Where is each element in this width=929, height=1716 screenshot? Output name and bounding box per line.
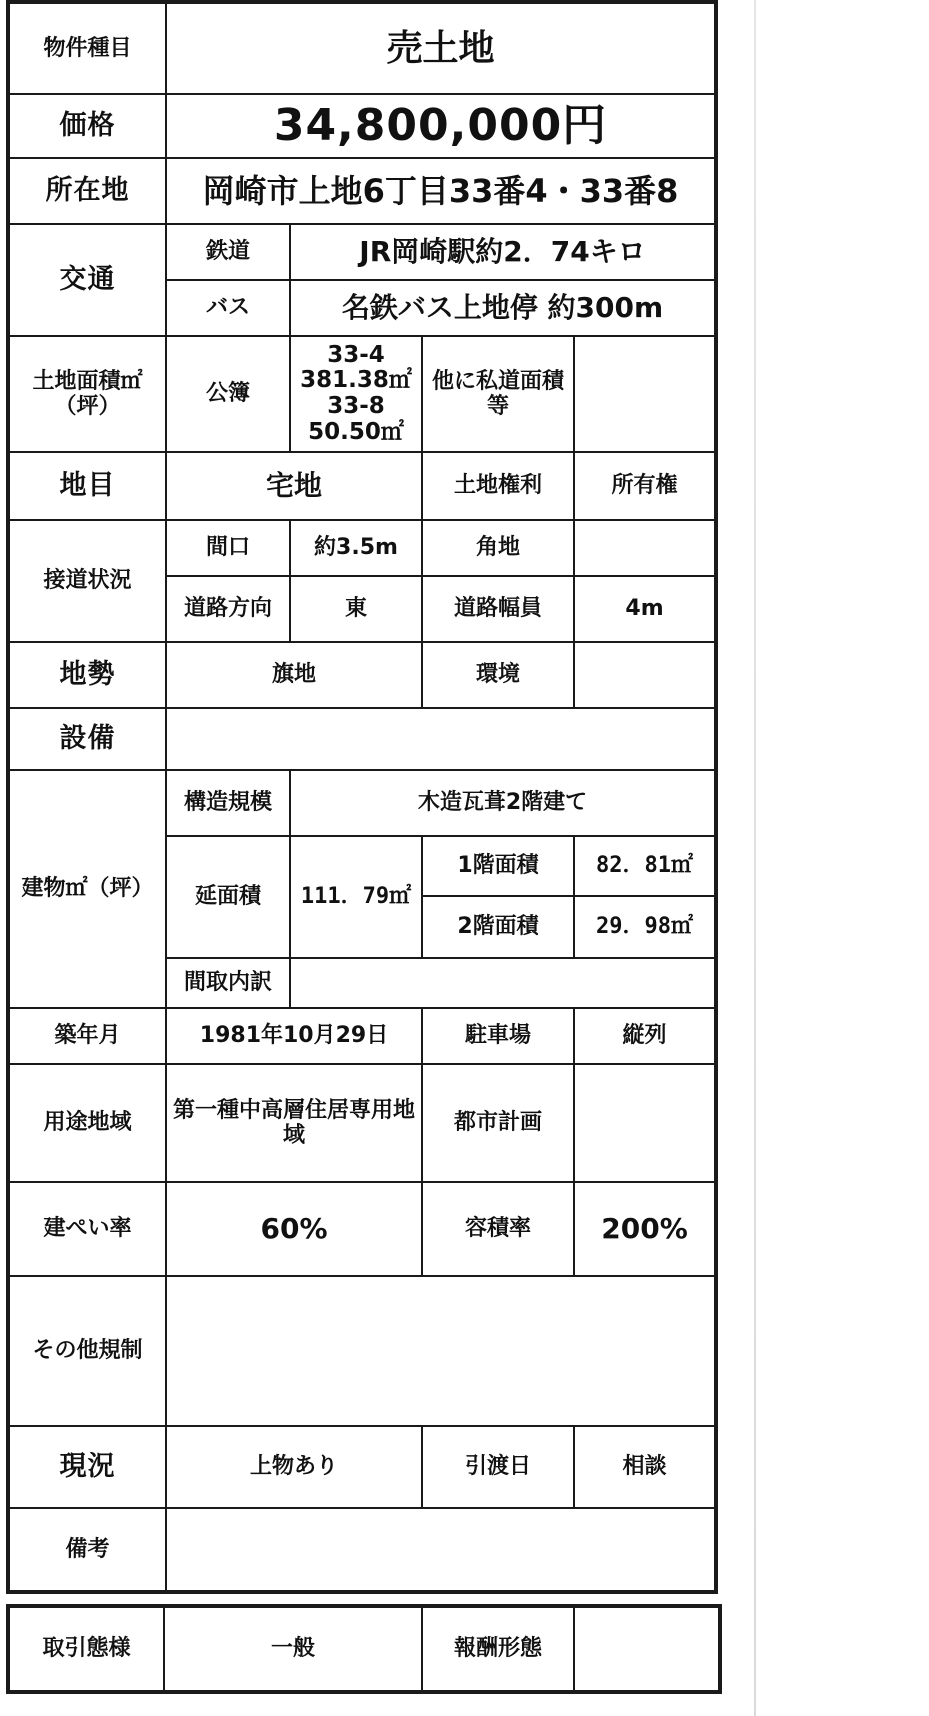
terrain-label: 地勢: [8, 642, 166, 708]
total-area-label: 延面積: [166, 836, 290, 958]
floor-area-ratio-value: 200%: [574, 1182, 716, 1276]
floor2-value: 29．98㎡: [574, 896, 716, 958]
fee-type-value: [574, 1606, 720, 1692]
other-regulations-value: [166, 1276, 716, 1426]
land-right-label: 土地権利: [422, 452, 574, 520]
type-label: 物件種目: [8, 2, 166, 94]
building-label: 建物㎡（坪）: [8, 770, 166, 1008]
row-address: [8, 158, 716, 224]
row-coverage: [8, 1182, 716, 1276]
status-value: 上物あり: [166, 1426, 422, 1508]
other-regulations-label: その他規制: [8, 1276, 166, 1426]
zoning-label: 用途地域: [8, 1064, 166, 1182]
bus-value: 名鉄バス上地停 約300m: [290, 280, 716, 336]
rail-label: 鉄道: [166, 224, 290, 280]
rail-value: JR岡崎駅約2．74キロ: [290, 224, 716, 280]
trade-type-label: 取引態様: [8, 1606, 164, 1692]
facilities-value: [166, 708, 716, 770]
structure-label: 構造規模: [166, 770, 290, 836]
row-type: [8, 2, 716, 94]
remarks-label: 備考: [8, 1508, 166, 1592]
registry-label: 公簿: [166, 336, 290, 452]
land-category-value: 宅地: [166, 452, 422, 520]
coverage-label: 建ぺい率: [8, 1182, 166, 1276]
road-width-value: 4m: [574, 576, 716, 642]
property-table: [6, 0, 718, 1594]
property-sheet: [6, 0, 718, 1716]
frontage-value: 約3.5m: [290, 520, 422, 576]
row-transport-rail: [8, 224, 716, 280]
land-right-value: 所有権: [574, 452, 716, 520]
city-plan-value: [574, 1064, 716, 1182]
row-built: [8, 1008, 716, 1064]
address-label: 所在地: [8, 158, 166, 224]
lot-1-area: 381.38㎡: [300, 367, 412, 394]
private-road-label: 他に私道面積等: [422, 336, 574, 452]
bus-label: バス: [166, 280, 290, 336]
row-land-category: [8, 452, 716, 520]
parking-value: 縦列: [574, 1008, 716, 1064]
status-label: 現況: [8, 1426, 166, 1508]
land-area-label: 土地面積㎡（坪）: [8, 336, 166, 452]
facilities-label: 設備: [8, 708, 166, 770]
price-label: 価格: [8, 94, 166, 158]
lot-1-number: 33-4: [327, 341, 385, 368]
private-road-value: [574, 336, 716, 452]
environment-label: 環境: [422, 642, 574, 708]
page-edge-divider: [754, 0, 756, 1716]
road-direction-label: 道路方向: [166, 576, 290, 642]
parking-label: 駐車場: [422, 1008, 574, 1064]
row-facilities: [8, 708, 716, 770]
fee-type-label: 報酬形態: [422, 1606, 574, 1692]
layout-label: 間取内訳: [166, 958, 290, 1008]
address-value: 岡崎市上地6丁目33番4・33番8: [166, 158, 716, 224]
road-access-label: 接道状況: [8, 520, 166, 642]
remarks-value: [166, 1508, 716, 1592]
row-terrain: [8, 642, 716, 708]
frontage-label: 間口: [166, 520, 290, 576]
road-direction-value: 東: [290, 576, 422, 642]
land-lots: [290, 336, 422, 452]
floor-area-ratio-label: 容積率: [422, 1182, 574, 1276]
built-label: 築年月: [8, 1008, 166, 1064]
lot-2-number: 33-8: [327, 393, 385, 419]
floor1-value: 82．81㎡: [574, 836, 716, 896]
row-zoning: [8, 1064, 716, 1182]
row-remarks: [8, 1508, 716, 1592]
row-land-area: [8, 336, 716, 452]
coverage-value: 60%: [166, 1182, 422, 1276]
row-building-structure: [8, 770, 716, 836]
city-plan-label: 都市計画: [422, 1064, 574, 1182]
type-value: 売土地: [166, 2, 716, 94]
row-road-1: [8, 520, 716, 576]
lot-2-area: 50.50㎡: [308, 418, 404, 445]
trade-table: [6, 1604, 722, 1694]
road-width-label: 道路幅員: [422, 576, 574, 642]
handover-value: 相談: [574, 1426, 716, 1508]
price-value: 34,800,000円: [166, 94, 716, 158]
floor2-label: 2階面積: [422, 896, 574, 958]
handover-label: 引渡日: [422, 1426, 574, 1508]
layout-value: [290, 958, 716, 1008]
terrain-value: 旗地: [166, 642, 422, 708]
transport-label: 交通: [8, 224, 166, 336]
corner-value: [574, 520, 716, 576]
row-other-regulations: [8, 1276, 716, 1426]
trade-type-value: 一般: [164, 1606, 422, 1692]
total-area-value: 111．79㎡: [290, 836, 422, 958]
built-value: 1981年10月29日: [166, 1008, 422, 1064]
land-category-label: 地目: [8, 452, 166, 520]
environment-value: [574, 642, 716, 708]
corner-label: 角地: [422, 520, 574, 576]
row-trade: [8, 1606, 720, 1692]
row-status: [8, 1426, 716, 1508]
zoning-value: 第一種中高層住居専用地域: [166, 1064, 422, 1182]
floor1-label: 1階面積: [422, 836, 574, 896]
row-price: [8, 94, 716, 158]
structure-value: 木造瓦葺2階建て: [290, 770, 716, 836]
